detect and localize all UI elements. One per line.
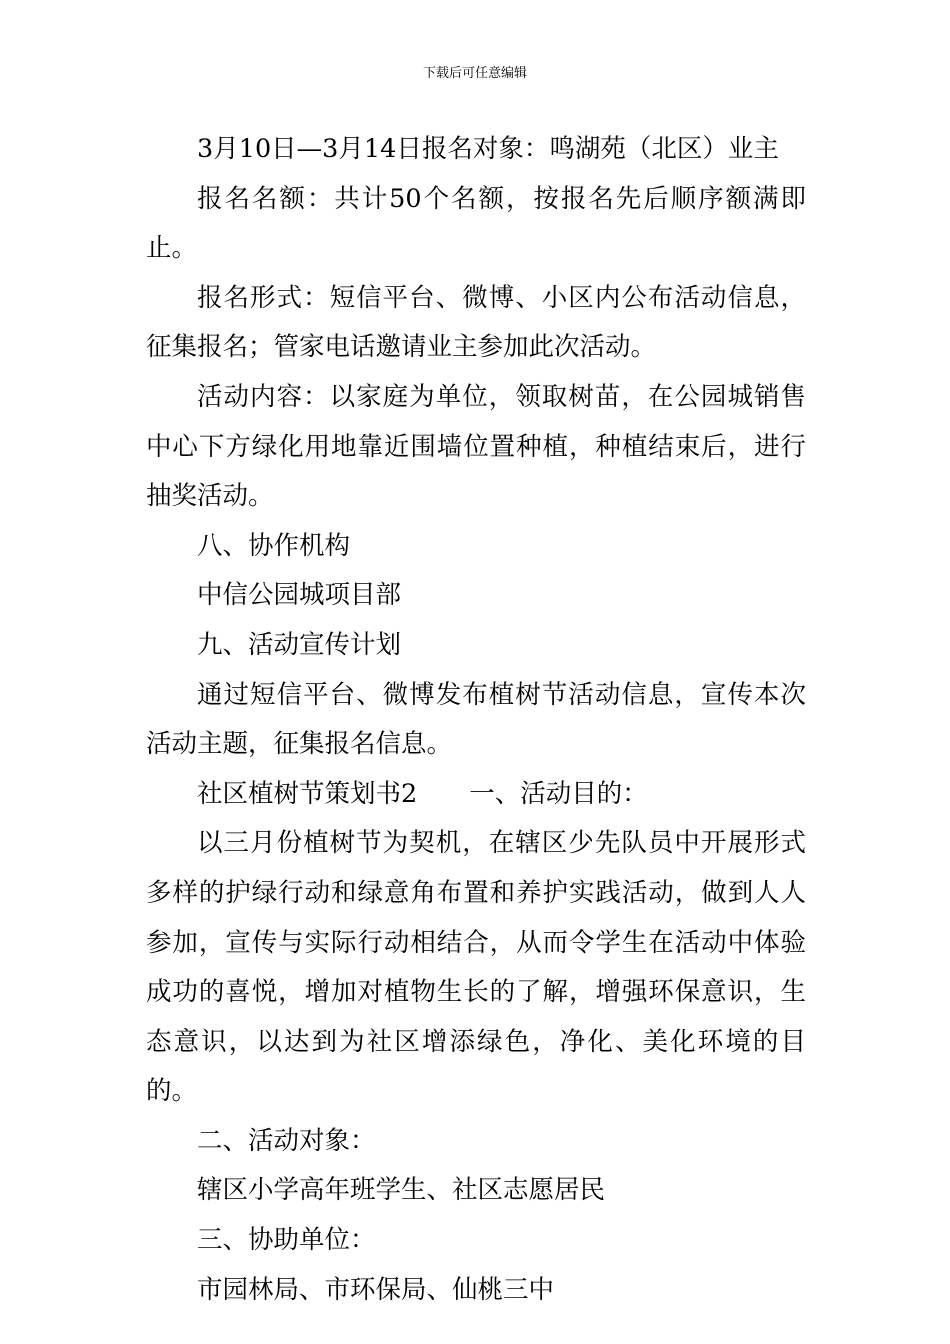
paragraph-registration-quota: 报名名额：共计50个名额，按报名先后顺序额满即止。	[146, 183, 806, 264]
heading-publicity-plan: 九、活动宣传计划	[197, 629, 402, 660]
heading-assisting-units: 三、协助单位：	[197, 1225, 376, 1256]
plan-title-line	[146, 770, 806, 820]
paragraph-assisting-units: 市园林局、市环保局、仙桃三中	[197, 1274, 555, 1305]
paragraph-registration-form: 报名形式：短信平台、微博、小区内公布活动信息，征集报名；管家电话邀请业主参加此次活动。	[146, 282, 806, 363]
paragraph-cooperation-org: 中信公园城项目部	[197, 580, 402, 611]
paragraph-activity-content: 活动内容：以家庭为单位，领取树苗，在公园城销售中心下方绿化用地靠近围墙位置种植，种植结束后，进行抽奖活动。	[146, 381, 806, 512]
heading-activity-purpose: 一、活动目的：	[469, 778, 648, 809]
paragraph-publicity-plan: 通过短信平台、微博发布植树节活动信息，宣传本次活动主题，征集报名信息。	[146, 679, 806, 760]
paragraph-activity-purpose: 以三月份植树节为契机，在辖区少先队员中开展形式多样的护绿行动和绿意角布置和养护实践活动，做到人人参加，宣传与实际行动相结合，从而令学生在活动中体验成功的喜悦，增加对植物生长的了解，增强环保意识，生态意识，以达到为社区增添绿色，净化、美化环境的目的。	[146, 828, 806, 1107]
heading-cooperation: 八、协作机构	[197, 530, 351, 561]
plan-title: 社区植树节策划书2	[197, 778, 418, 809]
paragraph-activity-target: 辖区小学高年班学生、社区志愿居民	[197, 1175, 606, 1206]
paragraph-registration-time: 3月10日—3月14日报名对象：鸣湖苑（北区）业主	[197, 134, 779, 164]
page-header-note: 下载后可任意编辑	[422, 66, 527, 81]
heading-activity-target: 二、活动对象：	[197, 1125, 376, 1156]
document-body	[146, 125, 806, 1315]
